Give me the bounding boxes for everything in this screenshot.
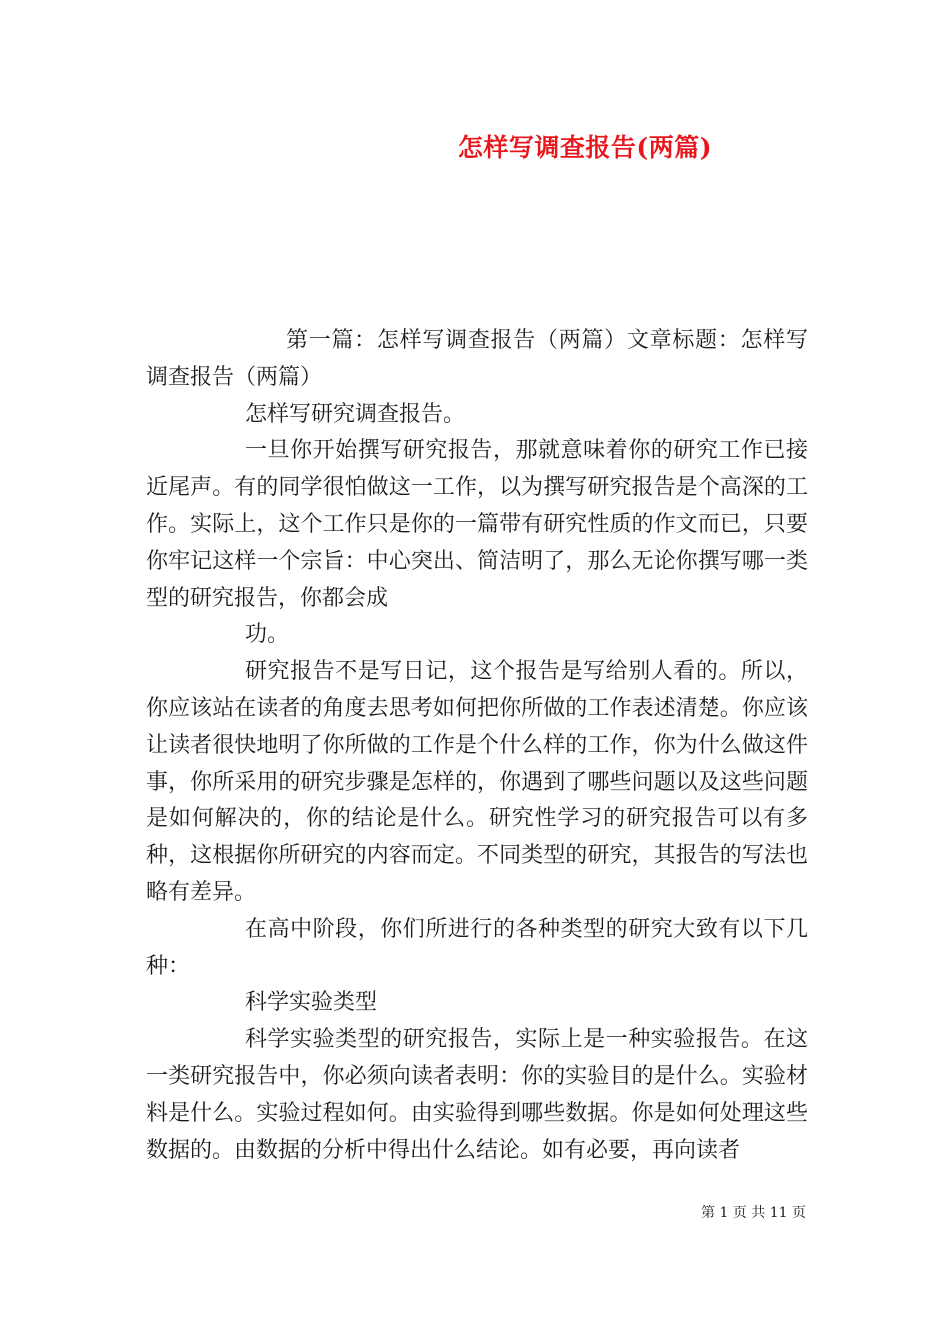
paragraph-subtitle: 怎样写研究调查报告。 — [245, 401, 466, 427]
paragraph-intro: 一旦你开始撰写研究报告，那就意味着你的研究工作已接近尾声。有的同学很怕做这一工作，以为撰写研究报告是个高深的工作。实际上，这个工作只是你的一篇带有研究性质的作文而已，只要你牢记这样一个宗旨：中心突出、简洁明了，那么无论你撰写哪一类型的研究报告，你都会成 — [146, 438, 808, 611]
document-body — [146, 323, 808, 1169]
page-number-footer: 第 1 页 共 11 页 — [701, 1205, 806, 1221]
paragraph-heading-line: 第一篇：怎样写调查报告（两篇）文章标题：怎样写调查报告（两篇） — [146, 328, 808, 390]
paragraph-orphan-line: 功。 — [245, 622, 290, 648]
document-title: 怎样写调查报告(两篇) — [457, 133, 713, 162]
paragraph-research-types: 在高中阶段，你们所进行的各种类型的研究大致有以下几种： — [146, 916, 808, 979]
paragraph-section-heading: 科学实验类型 — [245, 990, 378, 1016]
paragraph-experiment-report: 科学实验类型的研究报告，实际上是一种实验报告。在这一类研究报告中，你必须向读者表明：你的实验目的是什么。实验材料是什么。实验过程如何。由实验得到哪些数据。你是如何处理这些数据的。由数据的分析中得出什么结论。如有必要，再向读者 — [146, 1027, 808, 1163]
paragraph-reader-perspective: 研究报告不是写日记，这个报告是写给别人看的。所以，你应该站在读者的角度去思考如何把你所做的工作表述清楚。你应该让读者很快地明了你所做的工作是个什么样的工作，你为什么做这件事，你所采用的研究步骤是怎样的，你遇到了哪些问题以及这些问题是如何解决的，你的结论是什么。研究性学习的研究报告可以有多种，这根据你所研究的内容而定。不同类型的研究，其报告的写法也略有差异。 — [146, 659, 808, 905]
